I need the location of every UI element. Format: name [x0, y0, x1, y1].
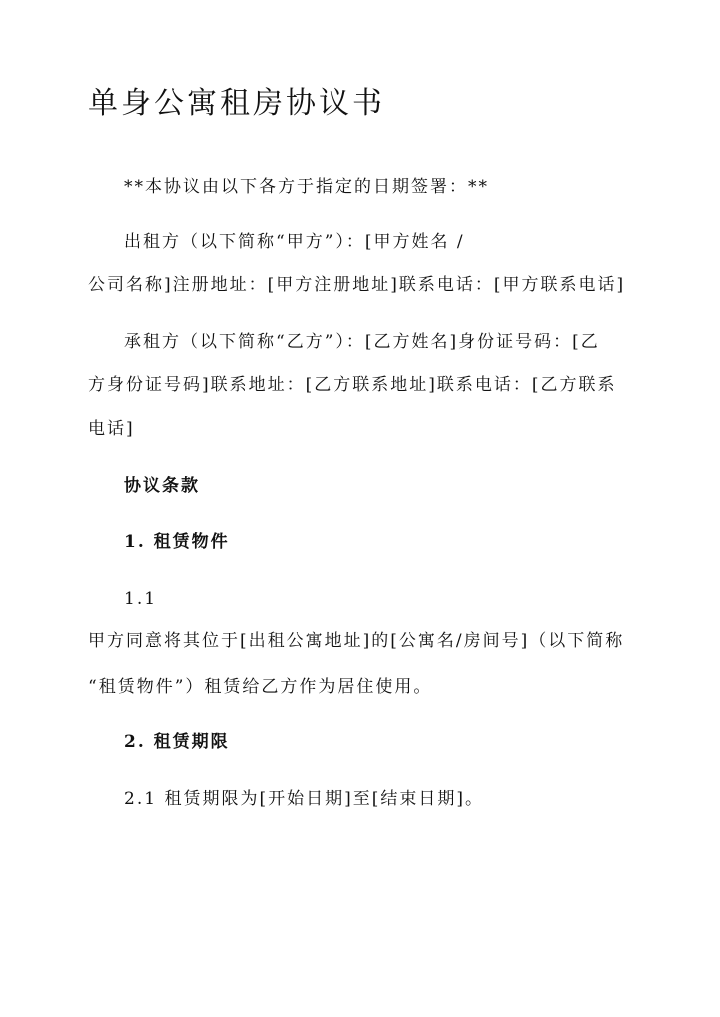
party-a-line-2: 公司名称]注册地址：[甲方注册地址]联系电话：[甲方联系电话] [88, 275, 626, 295]
party-b-line-3: 电话] [88, 419, 135, 439]
terms-heading: 协议条款 [124, 476, 200, 496]
party-b-line-2: 方身份证号码]联系地址：[乙方联系地址]联系电话：[乙方联系 [88, 375, 617, 395]
section-2-heading: 2. 租赁期限 [124, 732, 230, 752]
clause-2-1: 2.1 租赁期限为[开始日期]至[结束日期]。 [124, 789, 484, 809]
section-1-heading: 1. 租赁物件 [124, 532, 230, 552]
clause-1-1-line-1: 甲方同意将其位于[出租公寓地址]的[公寓名/房间号]（以下简称 [88, 631, 625, 651]
party-a-line-1: 出租方（以下简称“甲方”）：[甲方姓名 / [124, 232, 465, 252]
document-title: 单身公寓租房协议书 [88, 86, 385, 121]
clause-1-1-line-2: “租赁物件”）租赁给乙方作为居住使用。 [88, 677, 433, 697]
clause-1-1-number: 1.1 [124, 589, 158, 609]
party-b-line-1: 承租方（以下简称“乙方”）：[乙方姓名]身份证号码：[乙 [124, 332, 600, 352]
intro-text: **本协议由以下各方于指定的日期签署：** [124, 177, 489, 197]
